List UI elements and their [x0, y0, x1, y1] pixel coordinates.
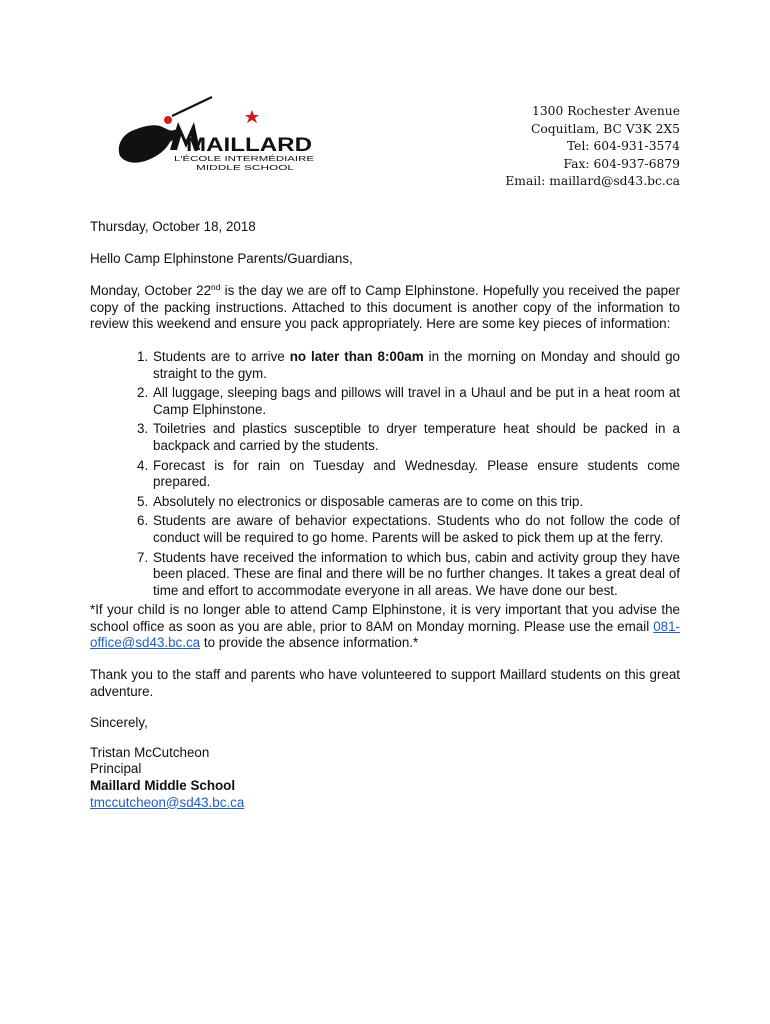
- list-item: [90, 550, 680, 600]
- list-item: [90, 458, 680, 491]
- list-item: [90, 385, 680, 418]
- list-item-number: 7.: [137, 549, 149, 565]
- address-block: [380, 103, 680, 191]
- notice-text-after: to provide the absence information.*: [200, 635, 419, 651]
- list-item-number: 1.: [137, 348, 149, 364]
- list-item: [90, 494, 680, 511]
- signature-block: [90, 745, 680, 811]
- address-tel: Tel: 604-931-3574: [566, 139, 680, 154]
- signature-name: Tristan McCutcheon: [90, 744, 210, 760]
- list-item-text: Students have received the information to which bus, cabin and activity group they have been placed. These are final and there will be no further changes. It takes a great deal of time and effort to accommodate everyone in all areas. We have done our best.: [153, 549, 680, 598]
- list-item-text: Forecast is for rain on Tuesday and Wednesday. Please ensure students come prepared.: [153, 457, 680, 490]
- list-item-text: Absolutely no electronics or disposable cameras are to come on this trip.: [153, 493, 584, 509]
- key-points-list: [90, 349, 680, 599]
- list-item-text-after: in the morning on Monday and should go straight to the gym.: [153, 348, 681, 381]
- signature-title: Principal: [90, 761, 142, 777]
- list-item: [90, 349, 680, 382]
- office-email-link[interactable]: 081-office@sd43.bc.ca: [90, 618, 680, 651]
- closing: Sincerely,: [90, 715, 148, 731]
- letter-body: [90, 219, 680, 811]
- list-item: [90, 513, 680, 546]
- principal-email-link[interactable]: tmccutcheon@sd43.bc.ca: [90, 794, 245, 810]
- logo-spark: [164, 116, 172, 124]
- thanks-paragraph: Thank you to the staff and parents who have volunteered to support Maillard students on this great adventure.: [90, 667, 680, 699]
- school-logo: [100, 94, 322, 174]
- address-fax: Fax: 604-937-6879: [563, 156, 680, 171]
- list-item-number: 4.: [137, 457, 149, 473]
- logo-mascot: [119, 125, 178, 162]
- list-item-text: Students are to arrive: [153, 348, 290, 364]
- address-street: 1300 Rochester Avenue: [532, 104, 680, 118]
- letter-date: Thursday, October 18, 2018: [90, 219, 256, 234]
- list-item-bold: no later than 8:00am: [289, 348, 424, 364]
- list-item: [90, 421, 680, 454]
- letter-intro: [90, 283, 680, 333]
- list-item-number: 2.: [137, 385, 149, 401]
- address-city: Coquitlam, BC V3K 2X5: [530, 121, 680, 136]
- logo-wand: [172, 97, 212, 116]
- intro-before-sup: Monday, October 22: [90, 283, 212, 299]
- list-item-text: All luggage, sleeping bags and pillows will travel in a Uhaul and be put in a heat room at Camp Elphinstone.: [153, 385, 680, 417]
- list-item-number: 6.: [137, 513, 149, 529]
- list-item-number: 5.: [137, 493, 149, 509]
- address-email: Email: maillard@sd43.bc.ca: [505, 174, 680, 189]
- list-item-number: 3.: [137, 421, 149, 437]
- list-item-text: Toiletries and plastics susceptible to dryer temperature heat should be packed in a backpack and carried by the students.: [153, 421, 680, 453]
- logo-line1: L'ÉCOLE INTERMÉDIAIRE: [174, 154, 314, 163]
- logo-star: [245, 110, 259, 123]
- notice-text: *If your child is no longer able to attend Camp Elphinstone, it is very important that you advise the school office as soon as you are able, prior to 8AM on Monday morning. Please use the email: [90, 602, 680, 634]
- intro-sup: nd: [211, 282, 221, 293]
- intro-after-sup: is the day we are off to Camp Elphinstone. Hopefully you received the paper copy of the packing instructions. Attached to this document is another copy of the information to review this weekend and ensure you pack appropriately. Here are some key pieces of information:: [90, 283, 680, 332]
- absence-notice: [90, 602, 680, 652]
- signature-school: Maillard Middle School: [90, 778, 236, 794]
- logo-line2: MIDDLE SCHOOL: [196, 163, 294, 172]
- list-item-text: Students are aware of behavior expectations. Students who do not follow the code of conduct will be required to go home. Parents will be asked to pick them up at the ferry.: [153, 513, 680, 545]
- logo-wordmark: MAILLARD: [186, 135, 312, 156]
- letter-greeting: Hello Camp Elphinstone Parents/Guardians,: [90, 250, 353, 266]
